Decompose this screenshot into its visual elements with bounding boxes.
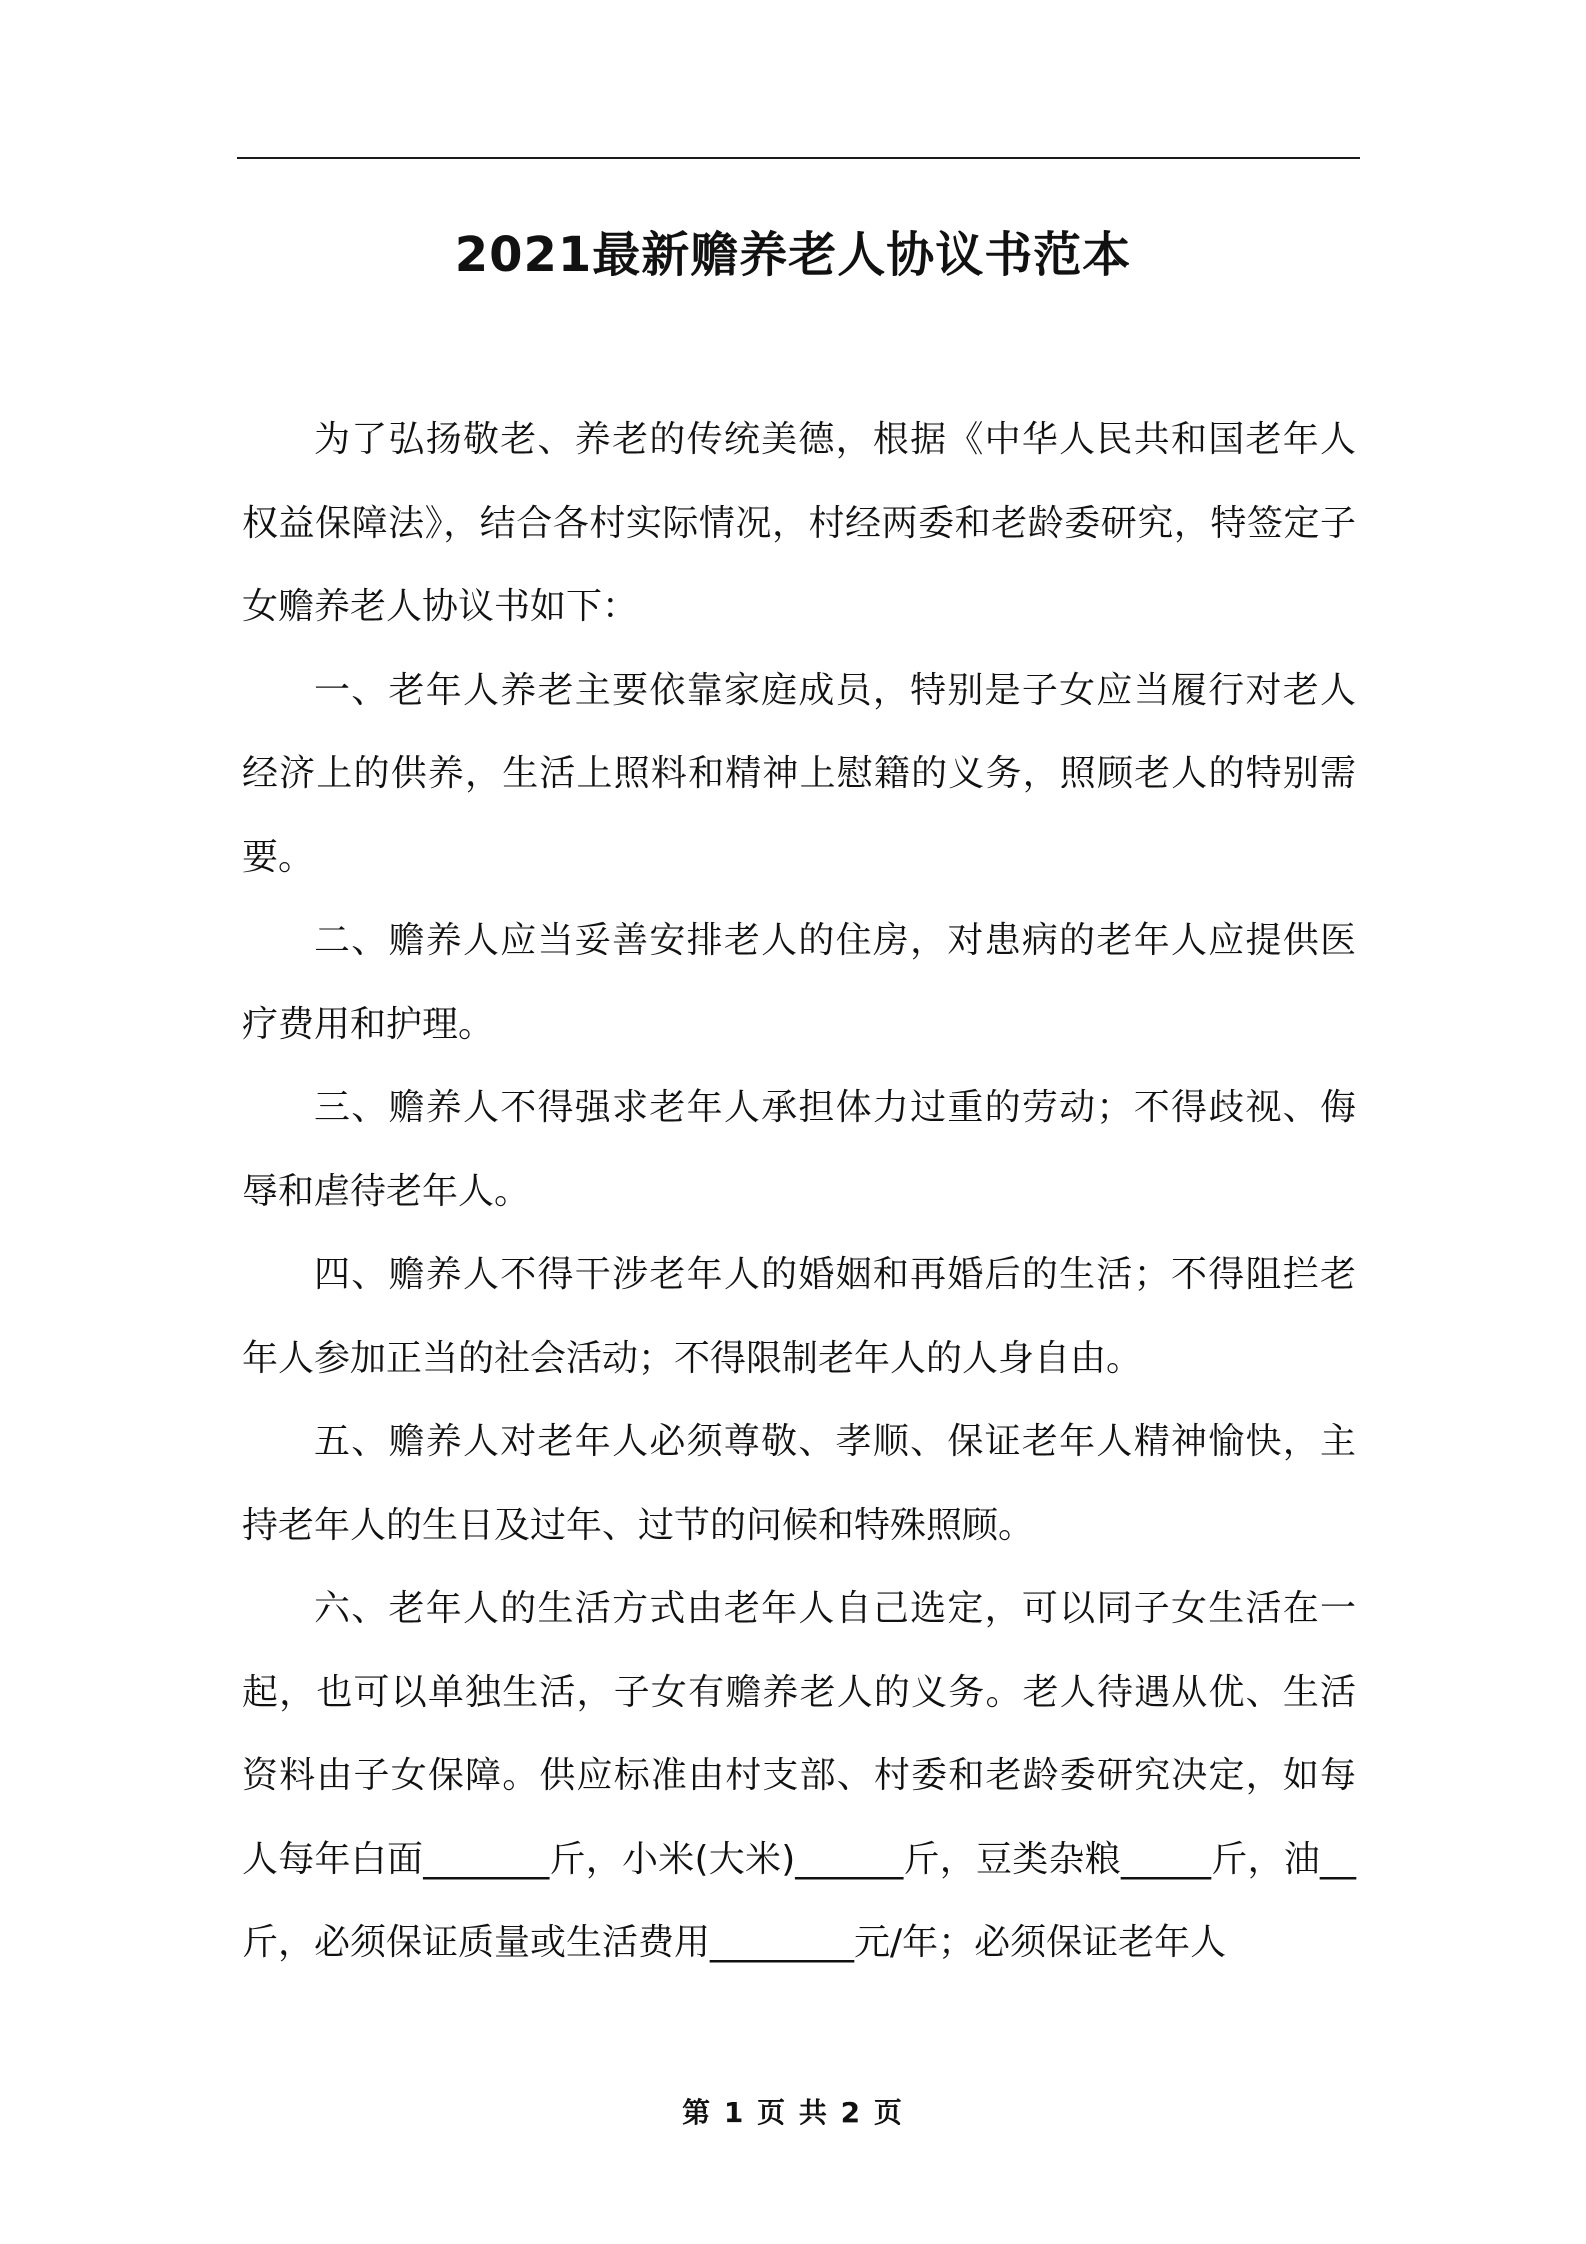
paragraph-clause-3: 三、赡养人不得强求老年人承担体力过重的劳动；不得歧视、侮辱和虐待老年人。 [242,1087,1356,1212]
paragraph-clause-6: 六、老年人的生活方式由老年人自己选定，可以同子女生活在一起，也可以单独生活，子女有赡养老人的义务。老人待遇从优、生活资料由子女保障。供应标准由村支部、村委和老龄委研究决定，如每人每年白面_______斤，小米(大米)______斤，豆类杂粮_____斤，油__斤，必须保证质量或生活费用________元/年；必须保证老年人 [242,1588,1356,1963]
paragraph-clause-4: 四、赡养人不得干涉老年人的婚姻和再婚后的生活；不得阻拦老年人参加正当的社会活动；不得限制老年人的人身自由。 [242,1254,1356,1379]
header-divider [237,157,1360,159]
document-body [242,398,1356,1985]
page-footer: 第 1 页 共 2 页 [682,2096,904,2129]
paragraph-clause-1: 一、老年人养老主要依靠家庭成员，特别是子女应当履行对老人经济上的供养，生活上照料和精神上慰籍的义务，照顾老人的特别需要。 [242,669,1356,878]
paragraph-clause-2: 二、赡养人应当妥善安排老人的住房，对患病的老年人应提供医疗费用和护理。 [242,920,1356,1045]
paragraph-clause-5: 五、赡养人对老年人必须尊敬、孝顺、保证老年人精神愉快，主持老年人的生日及过年、过节的问候和特殊照顾。 [242,1421,1356,1546]
paragraph-intro: 为了弘扬敬老、养老的传统美德，根据《中华人民共和国老年人权益保障法》，结合各村实际情况，村经两委和老龄委研究，特签定子女赡养老人协议书如下： [242,419,1356,627]
document-title: 2021最新赡养老人协议书范本 [454,227,1132,283]
